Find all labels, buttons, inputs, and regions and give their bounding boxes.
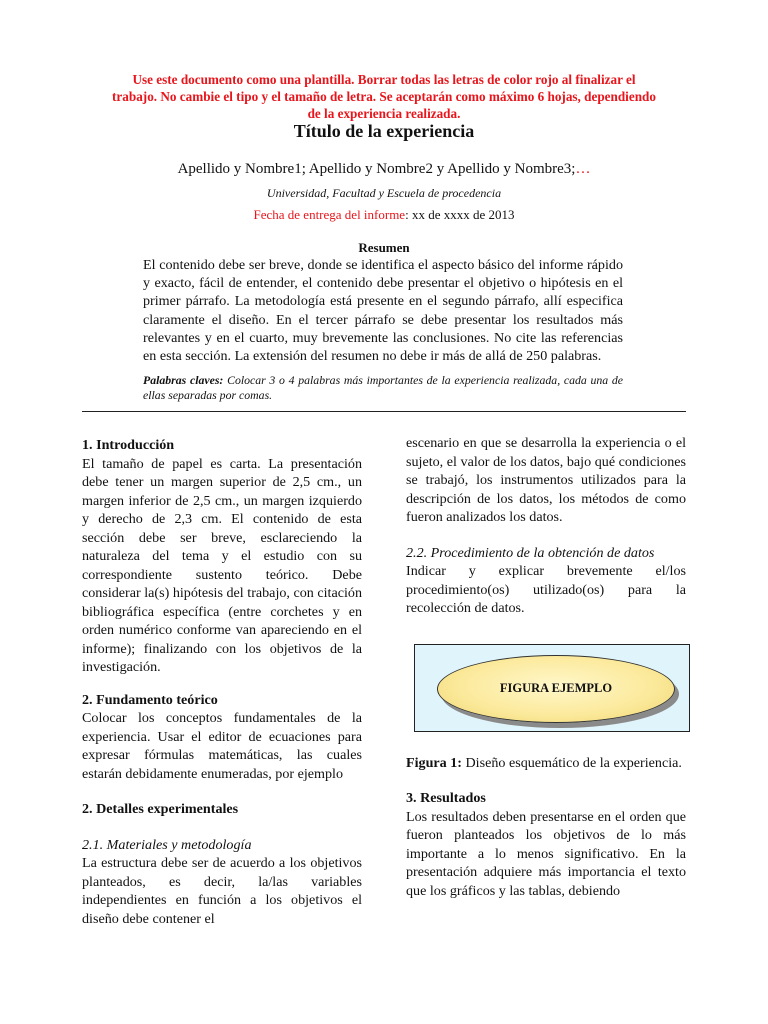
horizontal-rule: [82, 411, 686, 412]
figure-caption-text: Diseño esquemático de la experiencia.: [461, 754, 682, 771]
abstract-body: El contenido debe ser breve, donde se identifica el aspecto básico del informe rápido y exacto, fácil de entender, el contenido debe presentar el objetivo o hipótesis en el primer párrafo. La metodología está presente en el segundo párrafo, allí especifica claramente el diseño. En el tercer párrafo se debe presentar los resultados más relevantes y en el cuarto, muy brevemente las conclusiones. No cite las referencias en esta sección. La extensión del resumen no debe ir más de allá de 250 palabras.: [143, 257, 623, 365]
subsection-heading-procedure: 2.2. Procedimiento de la obtención de datos: [406, 544, 655, 561]
submission-date-label: Fecha de entrega del informe: [253, 207, 406, 222]
figure-caption: [406, 754, 686, 773]
materials-body: La estructura debe ser de acuerdo a los objetivos planteados, es decir, la/las variables independientes en función a los objetivos el diseño debe contener el: [82, 855, 362, 927]
subsection-heading-materials: 2.1. Materiales y metodología: [82, 836, 252, 853]
affiliation: Universidad, Facultad y Escuela de procedencia: [266, 186, 502, 200]
document-title: Título de la experiencia: [293, 121, 475, 141]
figure-ellipse: FIGURA EJEMPLO: [437, 655, 675, 723]
materials-body-continued: escenario en que se desarrolla la experiencia o el sujeto, el valor de los datos, bajo qué condiciones se trabajó, los instrumentos utilizados para la descripción de los datos, los métodos de como fueron analizados los datos.: [406, 435, 686, 525]
submission-date-value: : xx de xxxx de 2013: [405, 207, 515, 222]
section-heading-introduction: 1. Introducción: [82, 437, 175, 453]
submission-date: [0, 207, 768, 223]
authors-ellipsis: …: [575, 161, 591, 177]
theory-body: Colocar los conceptos fundamentales de la experiencia. Usar el editor de ecuaciones para expresar fórmulas matemáticas, las cuales estarán debidamente enumeradas, por ejemplo: [82, 710, 362, 782]
figure-caption-label: Figura 1:: [406, 754, 462, 771]
results-body: Los resultados deben presentarse en el orden que fueron planteados los objetivos de lo más importante a lo menos significativo. En la presentación adquiere más importancia el texto que los gráficos y las tablas, debiendo: [406, 808, 686, 899]
keywords-label: Palabras claves:: [143, 373, 224, 387]
section-heading-results: 3. Resultados: [406, 790, 486, 806]
section-heading-experimental: 2. Detalles experimentales: [82, 801, 239, 817]
template-instructions: Use este documento como una plantilla. Borrar todas las letras de color rojo al finalizar el trabajo. No cambie el tipo y el tamaño de letra. Se aceptarán como máximo 6 hojas, dependiendo de la experiencia realizada.: [112, 72, 656, 121]
section-heading-theory: 2. Fundamento teórico: [82, 691, 218, 708]
keywords-text: Colocar 3 o 4 palabras más importantes de la experiencia realizada, cada una de ellas separadas por comas.: [143, 373, 623, 402]
right-column: [406, 434, 686, 900]
procedure-body: Indicar y explicar brevemente el/los procedimiento(os) utilizado(os) para la recolección de datos.: [406, 563, 686, 616]
authors-line: [0, 161, 768, 178]
author-names: Apellido y Nombre1; Apellido y Nombre2 y Apellido y Nombre3;: [177, 161, 576, 177]
abstract-heading: Resumen: [358, 240, 410, 255]
example-figure: [414, 644, 690, 732]
left-column: [82, 436, 362, 928]
introduction-body: El tamaño de papel es carta. La presentación debe tener un margen superior de 2,5 cm., un margen inferior de 2,5 cm., un margen izquierdo y derecho de 2,3 cm. El contenido de esta sección debe ser breve, esclareciendo la naturaleza del tema y el estudio con su correspondiente sustento teórico. Debe considerar la(s) hipótesis del trabajo, con citación bibliográfica específica (entre corchetes y en orden numérico conforme van apareciendo en el informe); finalizando con los objetivos de la investigación.: [82, 455, 362, 675]
keywords: [143, 373, 623, 403]
